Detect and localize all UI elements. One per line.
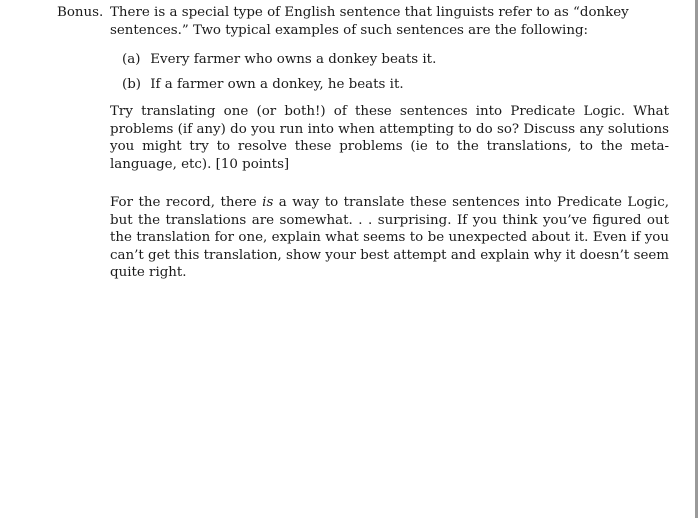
example-text: Every farmer who owns a donkey beats it. <box>150 52 437 67</box>
problem-note <box>110 194 669 282</box>
problem-label: Bonus. <box>57 5 104 20</box>
example-text: If a farmer own a donkey, he beats it. <box>150 76 404 92</box>
note-text-before: For the record, there <box>110 195 263 210</box>
scrollbar-track[interactable] <box>695 0 698 518</box>
example-item <box>122 51 669 69</box>
problem-intro: There is a special type of English sentence that linguists refer to as “donkey sentences.” Two typical examples of such sentences are the following: <box>110 5 629 38</box>
example-label: (a) <box>122 52 141 67</box>
vertical-scrollbar[interactable] <box>686 0 700 518</box>
problem-body <box>110 4 669 282</box>
note-text-after: a way to translate these sentences into Predicate Logic, but the translations are somewhat. . . surprising. If you think you’ve figured out the translation for one, explain what seems to be unexpected about it. Even if you can’t get this translation, show your best attempt and explain why it doesn’t seem quite right. <box>110 195 669 280</box>
example-list <box>122 51 669 93</box>
example-label: (b) <box>122 76 142 92</box>
example-item <box>122 76 669 94</box>
bonus-problem <box>57 4 669 282</box>
note-emphasis: is <box>262 195 274 210</box>
problem-task: Try translating one (or both!) of these sentences into Predicate Logic. What problems (if any) do you run into when attempting to do so? Discuss any solutions you might try to resolve these problems (ie to the translations, to the meta-language, etc). [10 points] <box>110 104 669 172</box>
